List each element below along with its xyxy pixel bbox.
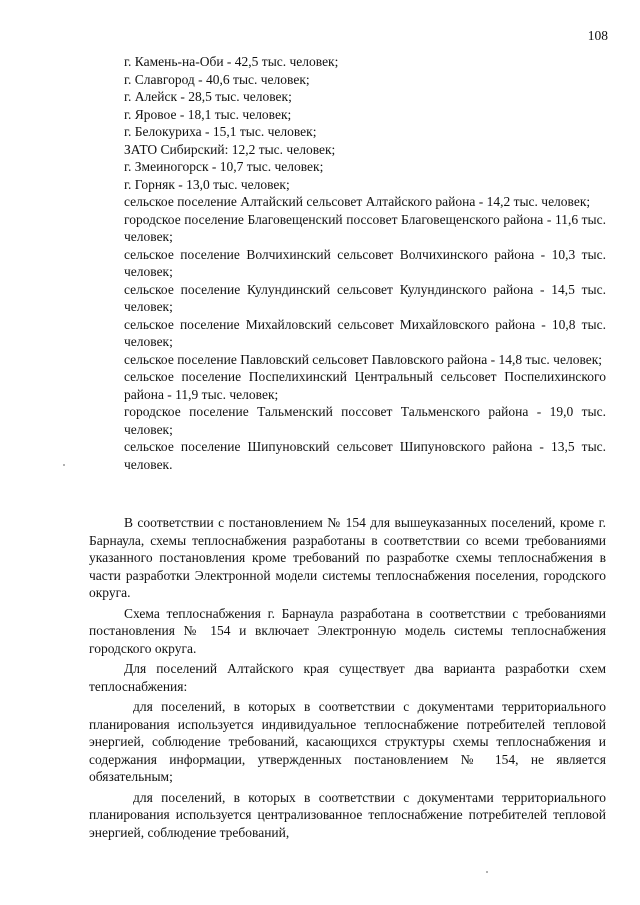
- list-item: сельское поселение Шипуновский сельсовет Шипуновского района - 13,5 тыс. человек.: [124, 439, 606, 472]
- settlement-population-list: [124, 53, 606, 473]
- list-item: сельское поселение Поспелихинский Центральный сельсовет Поспелихинского района - 11,9 тыс. человек;: [124, 369, 606, 402]
- list-item: г. Белокуриха - 15,1 тыс. человек;: [124, 124, 317, 139]
- list-item: г. Славгород - 40,6 тыс. человек;: [124, 71, 310, 87]
- page-number: 108: [587, 28, 608, 43]
- list-item: городское поселение Благовещенский поссовет Благовещенского района - 11,6 тыс. человек;: [124, 211, 606, 244]
- list-item: сельское поселение Михайловский сельсовет Михайловского района - 10,8 тыс. человек;: [124, 316, 606, 349]
- list-item: сельское поселение Алтайский сельсовет Алтайского района - 14,2 тыс. человек;: [124, 194, 591, 209]
- list-item: городское поселение Тальменский поссовет Тальменского района - 19,0 тыс. человек;: [124, 404, 606, 437]
- paragraph: Схема теплоснабжения г. Барнаула разработана в соответствии с требованиями постановления № 154 и включает Электронную модель системы теплоснабжения городского округа.: [89, 605, 606, 656]
- list-item: сельское поселение Волчихинский сельсовет Волчихинского района - 10,3 тыс. человек;: [124, 246, 606, 279]
- paragraph: для поселений, в которых в соответствии с документами территориального планирования используется централизованное теплоснабжение потребителей тепловой энергией, соблюдение требований,: [89, 789, 606, 840]
- scan-speck: [486, 871, 488, 873]
- list-item: ЗАТО Сибирский: 12,2 тыс. человек;: [124, 141, 336, 157]
- paragraph: для поселений, в которых в соответствии с документами территориального планирования используется индивидуальное теплоснабжение потребителей тепловой энергией, соблюдение требований, касающихся структуры схемы теплоснабжения и содержания информации, утвержденных постановлением № 154, не является обязательным;: [89, 699, 606, 784]
- list-item: г. Яровое - 18,1 тыс. человек;: [124, 106, 292, 122]
- list-item: г. Алейск - 28,5 тыс. человек;: [124, 89, 292, 104]
- paragraph: В соответствии с постановлением № 154 для вышеуказанных поселений, кроме г. Барнаула, схемы теплоснабжения разработаны в соответствии со всеми требованиями указанного постановления кроме требований по разработке схемы теплоснабжения в части разработки Электронной модели системы теплоснабжения поселения, городского округа.: [89, 515, 606, 600]
- list-item: сельское поселение Павловский сельсовет Павловского района - 14,8 тыс. человек;: [124, 351, 603, 367]
- list-item: г. Змеиногорск - 10,7 тыс. человек;: [124, 159, 324, 174]
- paragraph: Для поселений Алтайского края существует два варианта разработки схем теплоснабжения:: [89, 661, 606, 694]
- list-item: г. Горняк - 13,0 тыс. человек;: [124, 176, 290, 192]
- body-text: [89, 514, 606, 844]
- scan-speck: [63, 464, 65, 466]
- list-item: сельское поселение Кулундинский сельсовет Кулундинского района - 14,5 тыс. человек;: [124, 281, 606, 314]
- list-item: г. Камень-на-Оби - 42,5 тыс. человек;: [124, 54, 339, 69]
